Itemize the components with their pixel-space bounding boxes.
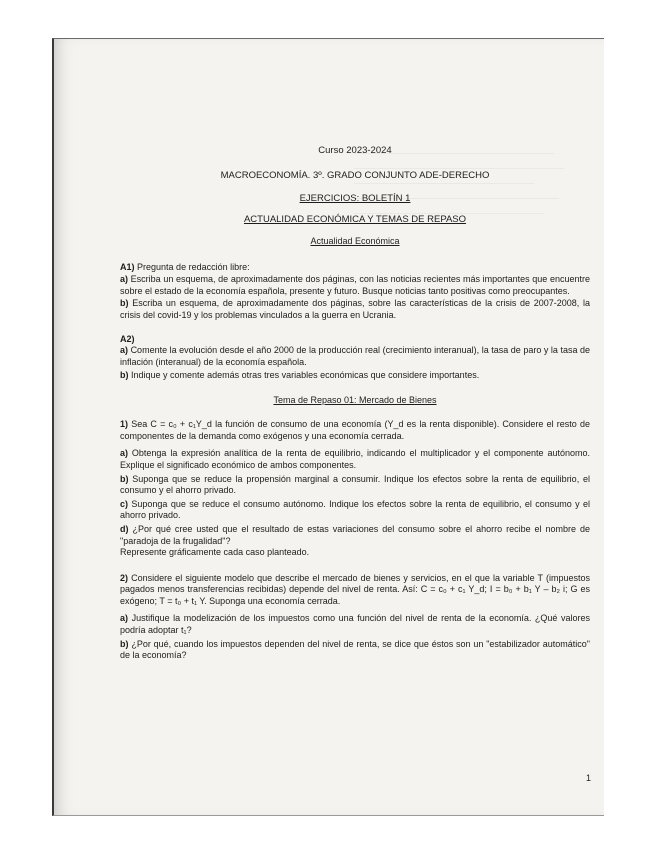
- question-a1: A1) Pregunta de redacción libre: a) Escriba un esquema, de aproximadamente dos páginas, con las noticias recientes más importantes que encuentre sobre el estado de la economía española, presente y futuro. Busque noticias tanto positivas como preocupantes. b) Escriba un esquema, de aproximadamente dos páginas, sobre las características de la crisis de 2007-2008, la crisis del covid-19 y los problemas vinculados a la guerra en Ucrania.: [120, 262, 590, 320]
- subject-title: MACROECONOMÍA. 3º. GRADO CONJUNTO ADE-DERECHO: [220, 170, 490, 181]
- section-title-actualidad: Actualidad Económica: [310, 236, 400, 246]
- question-2: 2) Considere el siguiente modelo que describe el mercado de bienes y servicios, en el que la variable T (impuestos pagados menos transferencias recibidas) depende del nivel de renta. Así: C = c₀ + c₁ Y_d; I = b₀ + b₁ Y – b₂ i; G es exógeno; T = t₀ + t₁ Y. Suponga una economía cerrada. a) Justifique la modelización de los impuestos como una función del nivel de renta de la economía. ¿Qué valores podría adoptar t₁? b) ¿Por qué, cuando los impuestos dependen del nivel de renta, se dice que éstos son un "estabilizador automático" de la economía?: [120, 572, 590, 661]
- page-number: 1: [586, 773, 592, 783]
- question-1: 1) Sea C = c₀ + c₁Y_d la función de consumo de una economía (Y_d es la renta disponible). Considere el resto de componentes de la demanda como exógenos y una economía cerrada. a) Obtenga la expresión analítica de la renta de equilibrio, indicando el multiplicador y el componente autónomo. Explique el significado económico de ambos componentes. b) Suponga que se reduce la propensión marginal a consumir. Indique los efectos sobre la renta de equilibrio, el consumo y el ahorro privado. c) Suponga que se reduce el consumo autónomo. Indique los efectos sobre la renta de equilibrio, el consumo y el ahorro privado. d) ¿Por qué cree usted que el resultado de estas variaciones del consumo sobre el ahorro recibe el nombre de "paradoja de la frugalidad"? Represente gráficamente cada caso planteado.: [120, 419, 590, 558]
- question-a2: A2) a) Comente la evolución desde el año 2000 de la producción real (crecimiento interanual), la tasa de paro y la tasa de inflación (interanual) de la economía española. b) Indique y comente además otras tres variables económicas que considere importantes.: [120, 334, 590, 380]
- scanned-page: [52, 38, 604, 816]
- section-title-repaso: Tema de Repaso 01: Mercado de Bienes: [273, 395, 437, 406]
- document-body: [120, 109, 592, 783]
- course-year: Curso 2023-2024: [318, 145, 392, 156]
- topic-title: ACTUALIDAD ECONÓMICA Y TEMAS DE REPASO: [243, 214, 467, 225]
- bulletin-title: EJERCICIOS: BOLETÍN 1: [299, 193, 411, 204]
- closing-note: Represente gráficamente cada caso planteado.: [120, 547, 310, 558]
